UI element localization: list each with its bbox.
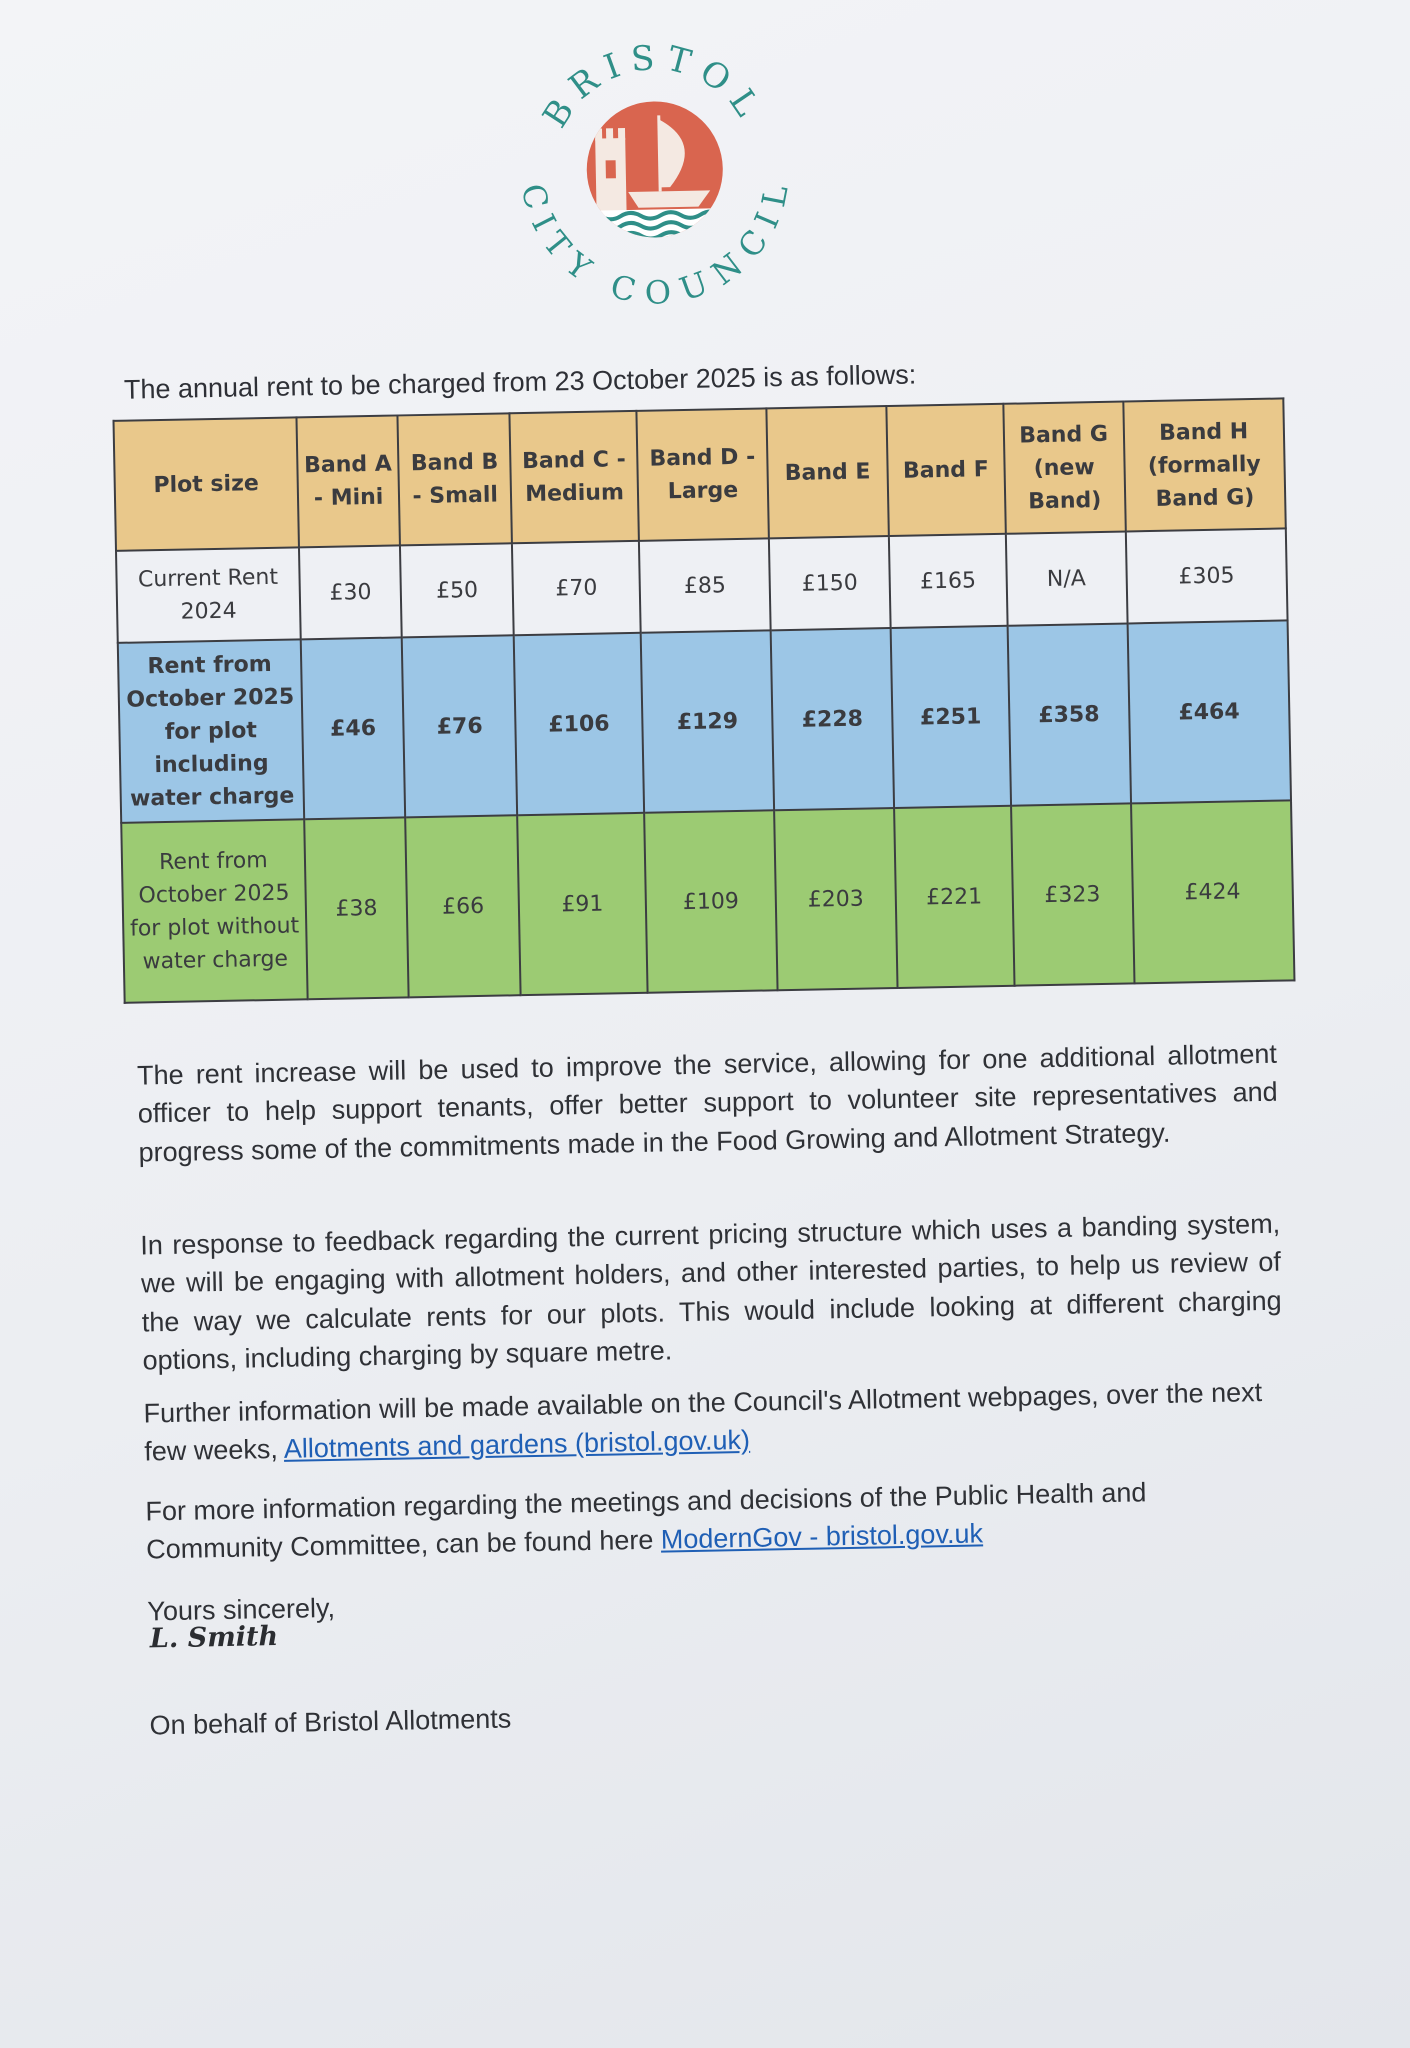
- header-cell: Band A - Mini: [296, 415, 400, 547]
- council-seal-icon: [507, 17, 803, 313]
- table-cell: £85: [639, 538, 771, 632]
- table-row: [121, 800, 1294, 1002]
- table-cell: £221: [894, 806, 1014, 988]
- table-cell: £464: [1127, 620, 1291, 803]
- table-cell: £150: [769, 536, 891, 630]
- table-row: [118, 620, 1291, 822]
- closing: Yours sincerely,: [147, 1592, 336, 1627]
- table-cell: £30: [299, 545, 402, 639]
- table-cell: £91: [517, 813, 647, 995]
- council-logo: [507, 17, 803, 313]
- rent-intro: The annual rent to be charged from 23 October 2025 is as follows:: [123, 359, 917, 405]
- paragraph-rent-increase: The rent increase will be used to improve the service, allowing for one additional allotment officer to help support tenants, offer better support to volunteer site representatives and progress some of the commitments made in the Food Growing and Allotment Strategy.: [136, 1038, 1278, 1168]
- table-cell: £165: [889, 534, 1008, 628]
- svg-text:CITY COUNCIL: CITY COUNCIL: [513, 176, 797, 313]
- header-cell: Band H (formally Band G): [1123, 398, 1286, 531]
- table-cell: N/A: [1006, 532, 1128, 626]
- sign-off: On behalf of Bristol Allotments: [149, 1703, 512, 1741]
- paragraph-further-info: [143, 1373, 1284, 1472]
- table-cell: £251: [891, 626, 1011, 808]
- table-cell: £305: [1125, 528, 1287, 623]
- table-cell: £46: [301, 637, 406, 819]
- meetings-text: For more information regarding the meetings and decisions of the Public Health and Community Committee, can be found here: [145, 1477, 1147, 1565]
- header-cell: Band D - Large: [636, 408, 768, 540]
- row-label: Rent from October 2025 for plot without water charge: [121, 819, 307, 1002]
- header-cell: Band F: [886, 404, 1005, 536]
- row-label: Rent from October 2025 for plot including water charge: [118, 639, 304, 822]
- letter-content: [105, 7, 1285, 1741]
- table-header-row: [114, 398, 1286, 550]
- table-cell: £50: [400, 543, 513, 637]
- table-cell: £424: [1131, 800, 1295, 983]
- rent-table: [112, 397, 1295, 1003]
- table-cell: £323: [1011, 803, 1134, 985]
- allotments-link[interactable]: Allotments and gardens (bristol.gov.uk): [283, 1425, 751, 1465]
- table-cell: £129: [641, 630, 774, 812]
- header-cell: Band C - Medium: [510, 411, 639, 543]
- svg-text:BRISTOL: BRISTOL: [535, 37, 773, 135]
- moderngov-link[interactable]: ModernGov - bristol.gov.uk: [660, 1518, 984, 1555]
- paragraph-meetings: [145, 1471, 1286, 1570]
- table-cell: £203: [774, 808, 897, 990]
- table-cell: £66: [406, 815, 521, 997]
- header-cell: Band E: [766, 406, 888, 538]
- table-cell: £76: [402, 635, 517, 817]
- further-info-text: Further information will be made available on the Council's Allotment webpages, over the next few weeks,: [143, 1377, 1263, 1467]
- signature: L. Smith: [149, 1620, 279, 1655]
- header-cell: Plot size: [114, 417, 299, 550]
- header-cell: Band G (new Band): [1003, 402, 1125, 534]
- header-cell: Band B - Small: [398, 413, 512, 545]
- paragraph-feedback: In response to feedback regarding the current pricing structure which uses a banding system, we will be engaging with allotment holders, and other interested parties, to help us review of the way we calculate rents for our plots. This would include looking at different charging options, including charging by square metre.: [140, 1208, 1282, 1376]
- table-cell: £228: [771, 628, 894, 810]
- table-cell: £109: [644, 810, 777, 992]
- table-cell: £358: [1007, 623, 1130, 805]
- table-cell: £106: [514, 633, 644, 815]
- table-cell: £70: [512, 541, 641, 635]
- row-label: Current Rent 2024: [116, 547, 301, 642]
- table-cell: £38: [304, 817, 409, 999]
